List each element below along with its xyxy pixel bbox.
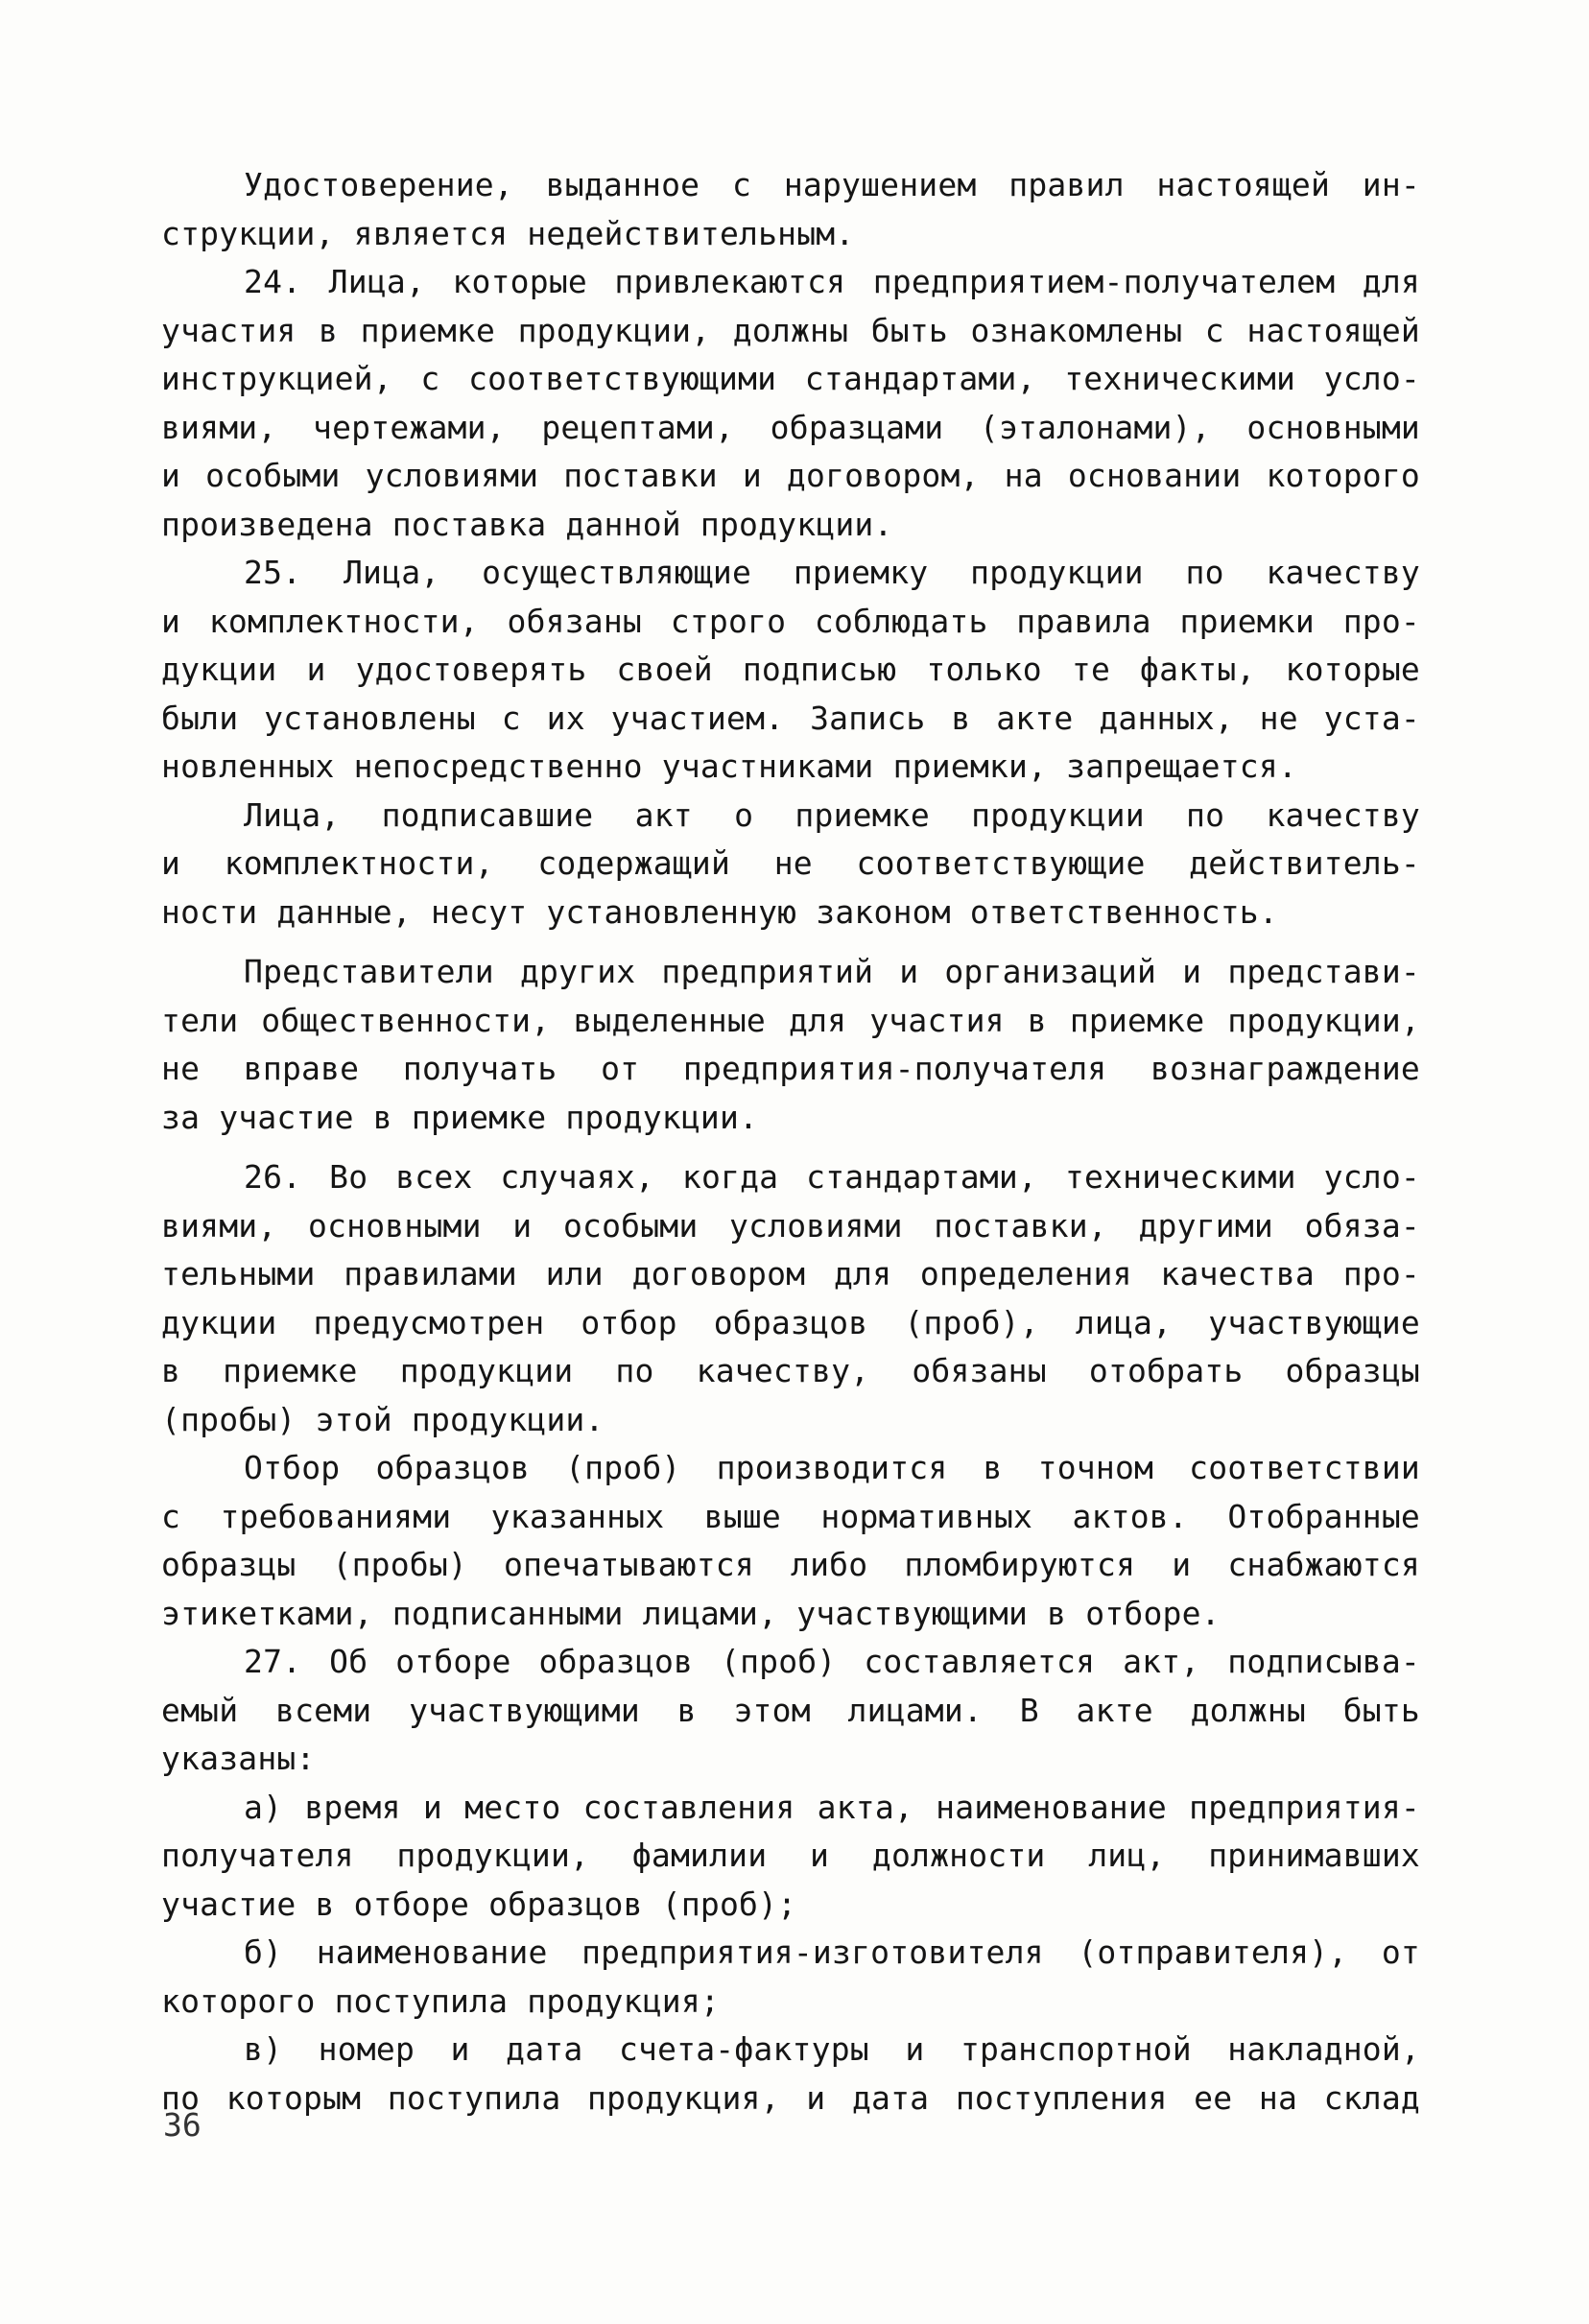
text-line: новленных непосредственно участниками приемки, запрещается. (161, 747, 1297, 785)
text-line: емый всеми участвующими в этом лицами. В акте должны быть (161, 1691, 1420, 1729)
text-line: 27. Об отборе образцов (проб) составляется акт, подписыва- (244, 1643, 1420, 1680)
text-line: которого поступила продукция; (161, 1981, 720, 2020)
text-line: Лица, подписавшие акт о приемке продукции по качеству (244, 795, 1420, 834)
text-line: ности данные, несут установленную законом ответственность. (161, 892, 1278, 931)
text-line: Удостоверение, выданное с нарушением правил настоящей ин- (244, 166, 1420, 203)
text-line: дукции предусмотрен отбор образцов (проб), лица, участвующие (161, 1303, 1420, 1341)
text-line: и особыми условиями поставки и договором, на основании которого (161, 457, 1420, 494)
text-line: 26. Во всех случаях, когда стандартами, техническими усло- (244, 1158, 1420, 1196)
text-line: виями, чертежами, рецептами, образцами (эталонами), основными (161, 408, 1420, 446)
text-line: участия в приемке продукции, должны быть ознакомлены с настоящей (161, 311, 1420, 349)
text-line: б) наименование предприятия-изготовителя (отправителя), от (244, 1933, 1420, 1971)
text-line: образцы (пробы) опечатываются либо пломбируются и снабжаются (161, 1546, 1420, 1583)
text-line: по которым поступила продукция, и дата поступления ее на склад (161, 2078, 1420, 2117)
text-line: 24. Лица, которые привлекаются предприятием-получателем для (244, 263, 1420, 300)
text-line: тельными правилами или договором для определения качества про- (161, 1255, 1420, 1292)
text-line: и комплектности, содержащий не соответствующие действитель- (161, 844, 1420, 882)
text-line: Представители других предприятий и организаций и представи- (244, 953, 1420, 990)
text-line: Отбор образцов (проб) производится в точном соответствии (244, 1449, 1420, 1486)
body-text (161, 161, 1420, 2122)
paragraph-gap (161, 1142, 1420, 1153)
text-line: этикетками, подписанными лицами, участвующими в отборе. (161, 1594, 1221, 1632)
text-line: и комплектности, обязаны строго соблюдать правила приемки про- (161, 602, 1420, 640)
text-line: в) номер и дата счета-фактуры и транспортной накладной, (244, 2030, 1420, 2068)
text-line: а) время и место составления акта, наименование предприятия- (244, 1788, 1420, 1826)
text-line: дукции и удостоверять своей подписью только те факты, которые (161, 651, 1420, 688)
text-line: виями, основными и особыми условиями поставки, другими обяза- (161, 1206, 1420, 1245)
text-line: в приемке продукции по качеству, обязаны отобрать образцы (161, 1352, 1420, 1389)
text-line: не вправе получать от предприятия-получателя вознаграждение (161, 1050, 1420, 1087)
text-line: участие в отборе образцов (проб); (161, 1885, 797, 1923)
text-line: струкции, является недействительным. (161, 214, 855, 252)
text-line: 25. Лица, осуществляющие приемку продукции по качеству (244, 554, 1420, 591)
page-number: 36 (163, 2106, 202, 2144)
text-line: указаны: (161, 1740, 316, 1777)
paragraph-gap (161, 937, 1420, 948)
text-line: (пробы) этой продукции. (161, 1400, 605, 1438)
text-line: были установлены с их участием. Запись в акте данных, не уста- (161, 699, 1420, 737)
text-line: инструкцией, с соответствующими стандартами, техническими усло- (161, 360, 1420, 397)
text-line: с требованиями указанных выше нормативных актов. Отобранные (161, 1497, 1420, 1535)
text-line: тели общественности, выделенные для участия в приемке продукции, (161, 1001, 1420, 1039)
text-line: за участие в приемке продукции. (161, 1098, 759, 1136)
text-line: получателя продукции, фамилии и должности лиц, принимавших (161, 1837, 1420, 1874)
text-line: произведена поставка данной продукции. (161, 505, 893, 543)
